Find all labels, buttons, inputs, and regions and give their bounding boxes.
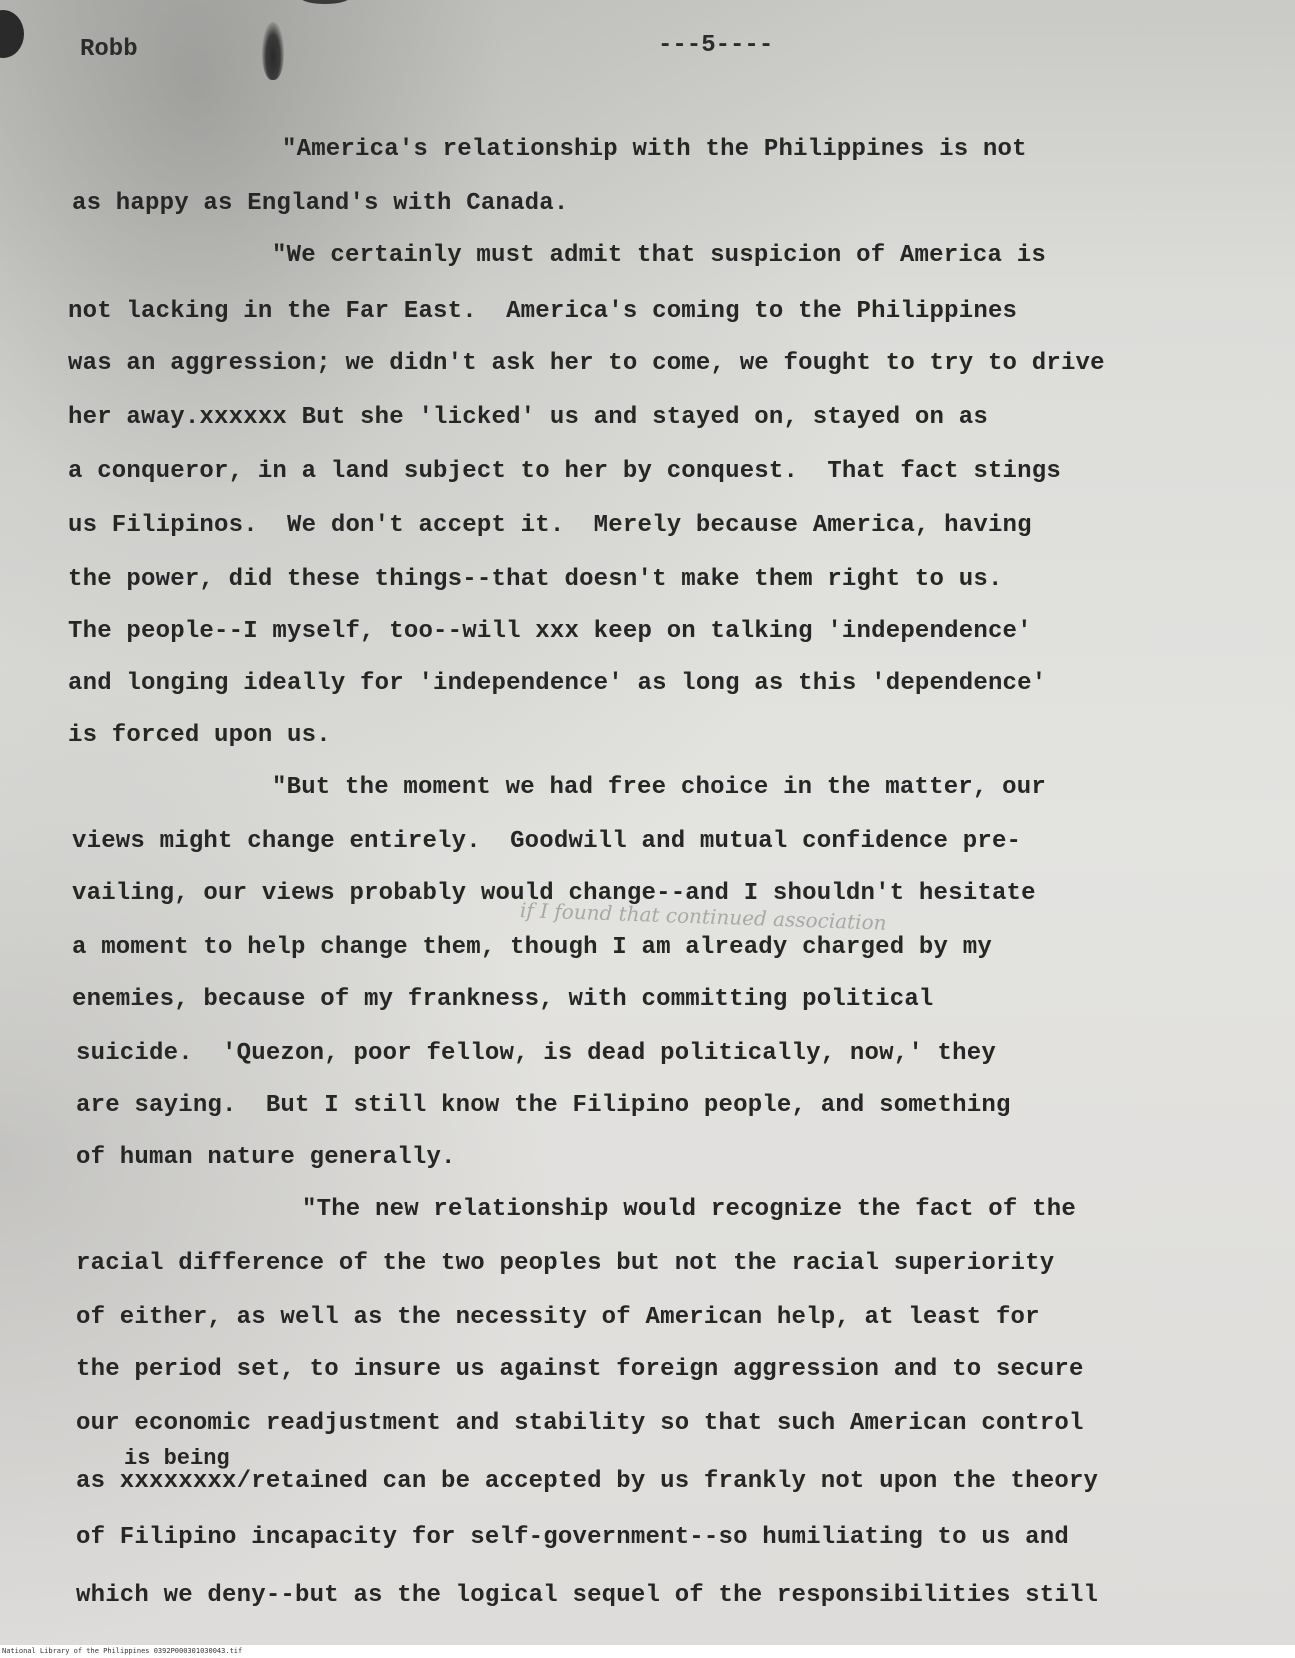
text-line: "But the moment we had free choice in the matter, our [272, 774, 1046, 801]
text-line: is forced upon us. [68, 722, 331, 749]
text-line: "America's relationship with the Philippines is not [282, 136, 1027, 163]
text-line: our economic readjustment and stability so that such American control [76, 1410, 1084, 1437]
text-line: racial difference of the two peoples but not the racial superiority [76, 1250, 1055, 1277]
text-line: us Filipinos. We don't accept it. Merely because America, having [68, 512, 1032, 539]
text-line: the period set, to insure us against foreign aggression and to secure [76, 1356, 1084, 1383]
text-line: suicide. 'Quezon, poor fellow, is dead politically, now,' they [76, 1040, 996, 1067]
text-line: "The new relationship would recognize the fact of the [302, 1196, 1076, 1223]
page-number: ---5---- [658, 32, 774, 59]
text-line: views might change entirely. Goodwill and mutual confidence pre- [72, 828, 1022, 855]
text-line: are saying. But I still know the Filipino people, and something [76, 1092, 1011, 1119]
text-line: was an aggression; we didn't ask her to come, we fought to try to drive [68, 350, 1105, 377]
text-line: as xxxxxxxx/retained can be accepted by us frankly not upon the theory [76, 1468, 1099, 1495]
text-line: the power, did these things--that doesn't make them right to us. [68, 566, 1003, 593]
text-line: enemies, because of my frankness, with committing political [72, 986, 934, 1013]
text-line: "We certainly must admit that suspicion of America is [272, 242, 1046, 269]
text-line: a conqueror, in a land subject to her by conquest. That fact stings [68, 458, 1061, 485]
scan-footer: National Library of the Philippines 0392P000301030043.tif [0, 1645, 1295, 1658]
text-line: and longing ideally for 'independence' as long as this 'dependence' [68, 670, 1047, 697]
text-line: of either, as well as the necessity of American help, at least for [76, 1304, 1040, 1331]
text-line: as happy as England's with Canada. [72, 190, 569, 217]
handwritten-annotation: if I found that continued association [519, 898, 887, 935]
text-line: which we deny--but as the logical sequel of the responsibilities still [76, 1582, 1099, 1609]
interlinear-insertion: is being [124, 1446, 230, 1471]
text-line: The people--I myself, too--will xxx keep on talking 'independence' [68, 618, 1032, 645]
text-line: vailing, our views probably would change--and I shouldn't hesitate [72, 880, 1036, 907]
text-line: not lacking in the Far East. America's coming to the Philippines [68, 298, 1018, 325]
text-line: of human nature generally. [76, 1144, 456, 1171]
header-name: Robb [80, 36, 138, 63]
text-line: of Filipino incapacity for self-government--so humiliating to us and [76, 1524, 1069, 1551]
text-line: a moment to help change them, though I am already charged by my [72, 934, 992, 961]
text-line: her away.xxxxxx But she 'licked' us and stayed on, stayed on as [68, 404, 988, 431]
